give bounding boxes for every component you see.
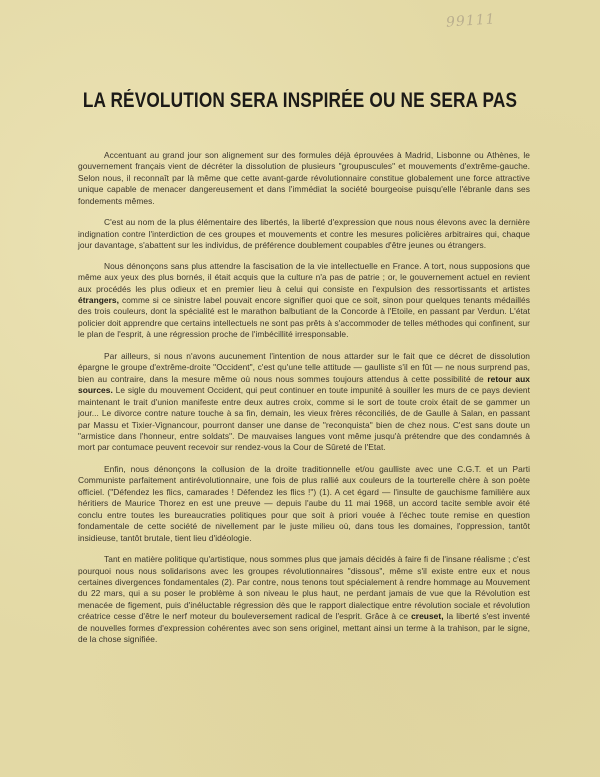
paragraph-6 [78,554,530,646]
paragraph-text: Le sigle du mouvement Occident, qui peut continuer en toute impunité à souiller les murs de ce pays devient maintenant le trait d'union manifeste entre deux autres croix, comme si le sort de toute croix était de se gammer un jour... Le divorce contre nature touche à sa fin, demain, les vieux frères réconciliés, de de Gaulle à Salan, en passant par Massu et Tixier-Vignancour, pourront danser une danse de "reconquista" bien de chez nous. C'est sans doute un "armistice dans l'honneur, entre soldats". De mauvaises langues vont même jusqu'à prétendre que des condamnés à mort par contumace peuvent recevoir sur rendez-vous la Cour de Sûreté de l'Etat. [78,385,530,453]
paragraph-text: la liberté s'est inventé de nouvelles formes d'expression cohérentes avec son sens originel, mettant ainsi un terme à la trahison, par le signe, de la chose signifiée. [78,611,530,645]
document-title: LA RÉVOLUTION SERA INSPIRÉE OU NE SERA PAS [82,89,518,112]
paragraph-text: comme si ce sinistre label pouvait encore signifier quoi que ce soit, sinon pour quelques tenants médaillés des trois couleurs, dont la spécialité est le marathon balbutiant de la Concorde à l'Etoile, en passant par Verdun. L'état policier doit apprendre que certains intellectuels ne sont pas prêts à s'accommoder de telles méthodes qui confinent, sur le plan de l'esprit, à une régression proche de l'imbécillité irresponsable. [78,294,530,340]
paragraph-4 [78,351,530,454]
document-body [78,150,530,655]
paragraph-3 [78,261,530,341]
emphasized-text: creuset, [411,611,444,622]
paragraph-text: Nous dénonçons sans plus attendre la fascisation de la vie intellectuelle en France. A tort, nous supposions que même aux yeux des plus bornés, il était acquis que la culture n'a pas de patrie ; or, le gouvernement actuel en revient aux procédés les plus odieux et en premier lieu à celui qui consiste en l'expulsion des ressortissants et artistes [78,260,530,294]
paragraph-text: Accentuant au grand jour son alignement sur des formules déjà éprouvées à Madrid, Lisbonne ou Athènes, le gouvernement français vient de décréter la dissolution de plusieurs "groupuscules" et mouvements d'extrême-gauche. Selon nous, il reconnaît par là même que cette avant-garde révolutionnaire constitue globalement une force attractive unique capable de menacer dangereusement et dans l'immédiat la société bourgeoise puisqu'elle l'ébranle dans ses fondements mêmes. [78,150,530,206]
paragraph-text: Par ailleurs, si nous n'avons aucunement l'intention de nous attarder sur le fait que ce décret de dissolution épargne le groupe d'extrême-droite "Occident", c'est qu'une telle attitude — gaulliste s'il en fût — ne nous surprend pas, bien au contraire, dans la mesure même où nous nous sommes toujours attendus à cette possibilité de [78,350,530,384]
paragraph-text: C'est au nom de la plus élémentaire des libertés, la liberté d'expression que nous nous élevons avec la dernière indignation contre l'interdiction de ces groupes et mouvements et contre les mesures policières arbitraires qui, chaque jour davantage, s'abattent sur les individus, de préférence doublement coupables d'être jeunes ou étrangers. [78,217,530,251]
emphasized-text: étrangers, [78,294,119,305]
paragraph-text: Tant en matière politique qu'artistique, nous sommes plus que jamais décidés à faire fi de l'insane réalisme ; c'est pourquoi nous nous solidarisons avec les groupes révolutionnaires "dissous", même s'il existe entre eux et nous certaines divergences fondamentales (2). Par contre, nous tenons tout spécialement à rendre hommage au Mouvement du 22 mars, qui a su poser le problème à son niveau le plus haut, ne perdant jamais de vue que la Révolution est menacée de figement, puis d'inéluctable régression dès que le rapport dialectique entre révolution sociale et révolution créatrice cesse d'être le nerf moteur du bouleversement radical de l'esprit. Grâce à ce [78,554,530,622]
archive-handwritten-mark: 99111 [445,11,497,31]
paragraph-text: Enfin, nous dénonçons la collusion de la droite traditionnelle et/ou gaulliste avec une C.G.T. et un Parti Communiste parfaitement antirévolutionnaire, une fois de plus rallié aux couleurs de la tourterelle chère à son poète officiel. ("Défendez les flics, camarades ! Défendez les flics !") (1). A cet égard — l'insulte de gauchisme familière aux héritiers de Maurice Thorez en est une preuve — depuis l'aube du 11 mai 1968, un accord tacite semble avoir été conclu entre toutes les bureaucraties politiques pour que soit à priori vouée à l'échec toute remise en question fondamentale de cette société de nivellement par le juste milieu où, dans tous les domaines, l'oppression, tantôt insidieuse, tantôt brutale, tient lieu d'idéologie. [78,463,530,543]
paragraph-2 [78,217,530,251]
paragraph-5 [78,464,530,544]
emphasized-text: retour aux sources. [78,373,530,396]
paragraph-1 [78,150,530,207]
